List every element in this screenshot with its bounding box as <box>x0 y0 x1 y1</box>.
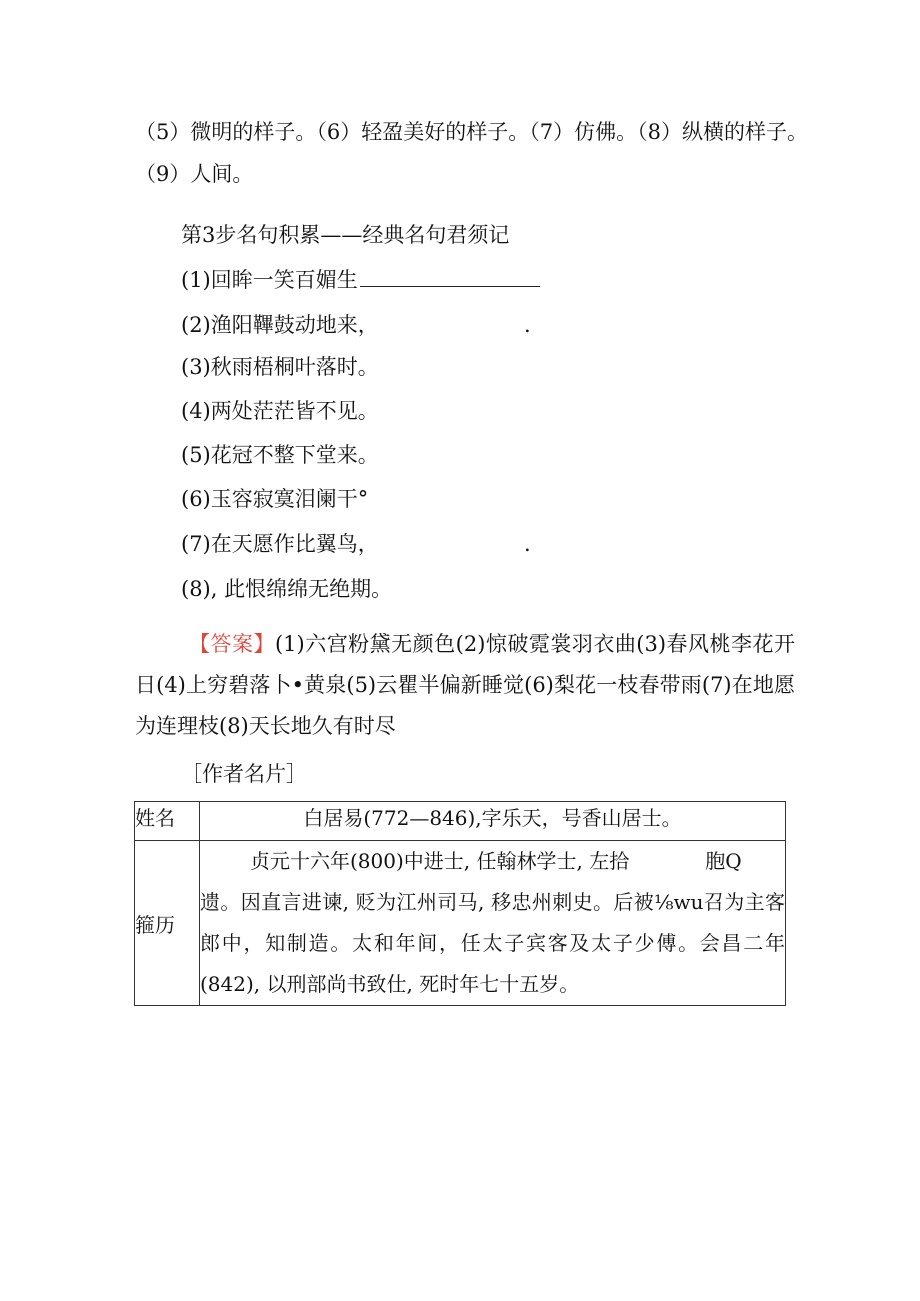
bio-fragment: 胞Q <box>705 849 742 873</box>
name-label: 姓名 <box>135 802 200 841</box>
blank-underline <box>360 266 540 287</box>
author-card-heading: ［作者名片］ <box>181 762 307 786</box>
bio-label: 箍历 <box>135 841 200 1006</box>
table-row <box>135 841 786 1006</box>
answer-text: (1)六宫粉黛无颜色(2)惊破霓裳羽衣曲(3)春风桃李花开日(4)上穷碧落卜•黄泉(5)云瞿半偏新睡觉(6)梨花一枝春带雨(7)在地愿为连理枝(8)天长地久有时尽 <box>135 632 795 738</box>
answer-label: 【答案】 <box>189 632 275 656</box>
quote-item-8: (8), 此恨绵绵无绝期。 <box>181 577 393 601</box>
definition-line-1: （5）微明的样子。（6）轻盈美好的样子。（7）仿佛。（8）纵横的样子。 <box>135 120 808 144</box>
period-mark: . <box>524 532 531 556</box>
bio-text <box>200 841 786 1006</box>
table-crop <box>134 1057 788 1077</box>
answer-block <box>135 624 795 747</box>
quote-item-7: (7)在天愿作比翼鸟， <box>181 532 379 556</box>
quote-item-4: (4)两处茫茫皆不见。 <box>181 399 379 423</box>
definition-line-2: （9）人间。 <box>135 162 254 186</box>
quote-item-5: (5)花冠不整下堂来。 <box>181 443 379 467</box>
quote-item-2: (2)渔阳鞸鼓动地来， <box>181 313 379 337</box>
quote-item-1 <box>181 266 540 294</box>
quote-item-6: (6)玉容寂寞泪阑干° <box>181 487 369 511</box>
section-title: 第3步名句积累——经典名句君须记 <box>181 223 510 247</box>
quote-item-text: (1)回眸一笑百媚生 <box>181 268 358 292</box>
bio-line-1: 贞元十六年(800)中进士, 任翰林学士, 左拾 <box>250 849 630 873</box>
quote-item-3: (3)秋雨梧桐叶落时。 <box>181 355 379 379</box>
bio-first-line <box>200 841 785 882</box>
period-mark: . <box>524 313 531 337</box>
author-card-table <box>134 801 786 1006</box>
name-value: 白居易(772—846),字乐天，号香山居士。 <box>200 802 786 841</box>
bio-rest: 遗。因直言进谏, 贬为江州司马, 移忠州刺史。后被⅛wu召为主客郎中，知制造。太和年间，任太子宾客及太子少傅。会昌二年(842), 以刑部尚书致仕, 死时年七十五岁。 <box>200 890 785 996</box>
table-row <box>135 802 786 841</box>
